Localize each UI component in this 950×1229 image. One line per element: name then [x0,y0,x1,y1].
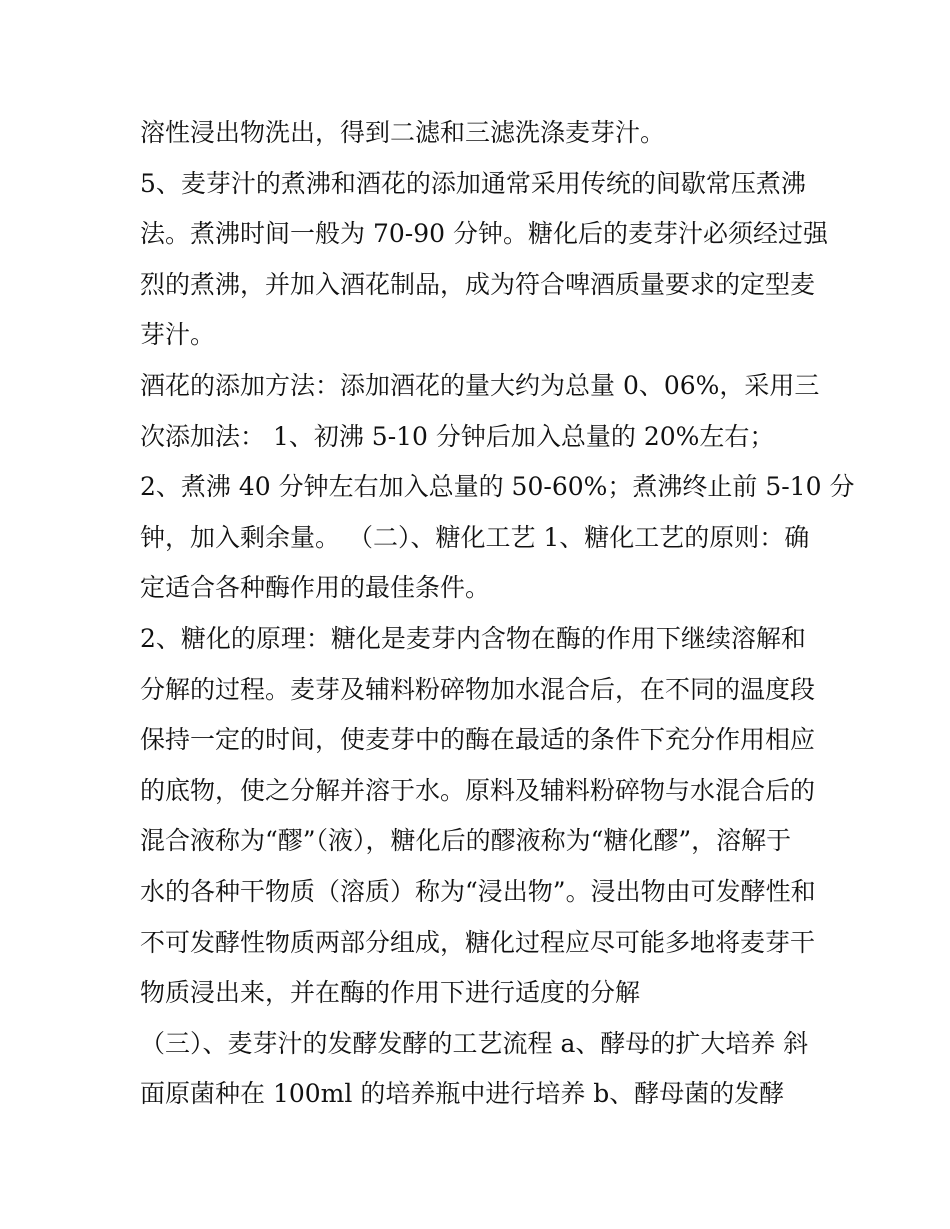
text-line: 溶性浸出物洗出，得到二滤和三滤洗涤麦芽汁。 [140,118,666,147]
text-line: 分解的过程。麦芽及辅料粉碎物加水混合后，在不同的温度段 [140,674,816,704]
text-line: 物质浸出来，并在酶的作用下进行适度的分解 [140,978,641,1008]
text-line: 定适合各种酶作用的最佳条件。 [140,573,491,603]
text-line: 5、麦芽汁的煮沸和酒花的添加通常采用传统的间歇常压煮沸 [140,168,806,198]
text-line: 混合液称为“醪”（液），糖化后的醪液称为“糖化醪”，溶解于 [140,826,792,856]
text-line: 水的各种干物质（溶质）称为“浸出物”。浸出物由可发酵性和 [140,876,816,906]
text-line: 酒花的添加方法：添加酒花的量大约为总量 0、06%，采用三 [140,370,820,400]
body-text [140,108,855,1120]
text-line: 保持一定的时间，使麦芽中的酶在最适的条件下充分作用相应 [140,725,816,755]
text-line: 次添加法： 1、初沸 5-10 分钟后加入总量的 20%左右； [140,421,775,451]
text-line: 芽汁。 [140,320,216,350]
text-line: 2、糖化的原理：糖化是麦芽内含物在酶的作用下继续溶解和 [140,623,806,653]
text-line: 法。煮沸时间一般为 70-90 分钟。糖化后的麦芽汁必须经过强 [140,219,828,249]
text-line: 钟，加入剩余量。 （二）、糖化工艺 1、糖化工艺的原则：确 [140,522,810,552]
text-line: 烈的煮沸，并加入酒花制品，成为符合啤酒质量要求的定型麦 [140,269,816,299]
text-line: 的底物，使之分解并溶于水。原料及辅料粉碎物与水混合后的 [140,775,816,805]
text-line: 2、煮沸 40 分钟左右加入总量的 50-60%；煮沸终止前 5-10 分 [140,472,855,502]
text-line: 面原菌种在 100ml 的培养瓶中进行培养 b、酵母菌的发酵 [140,1079,785,1109]
text-line: 不可发酵性物质两部分组成，糖化过程应尽可能多地将麦芽干 [140,927,816,957]
text-line: （三）、麦芽汁的发酵发酵的工艺流程 a、酵母的扩大培养 斜 [140,1028,809,1058]
